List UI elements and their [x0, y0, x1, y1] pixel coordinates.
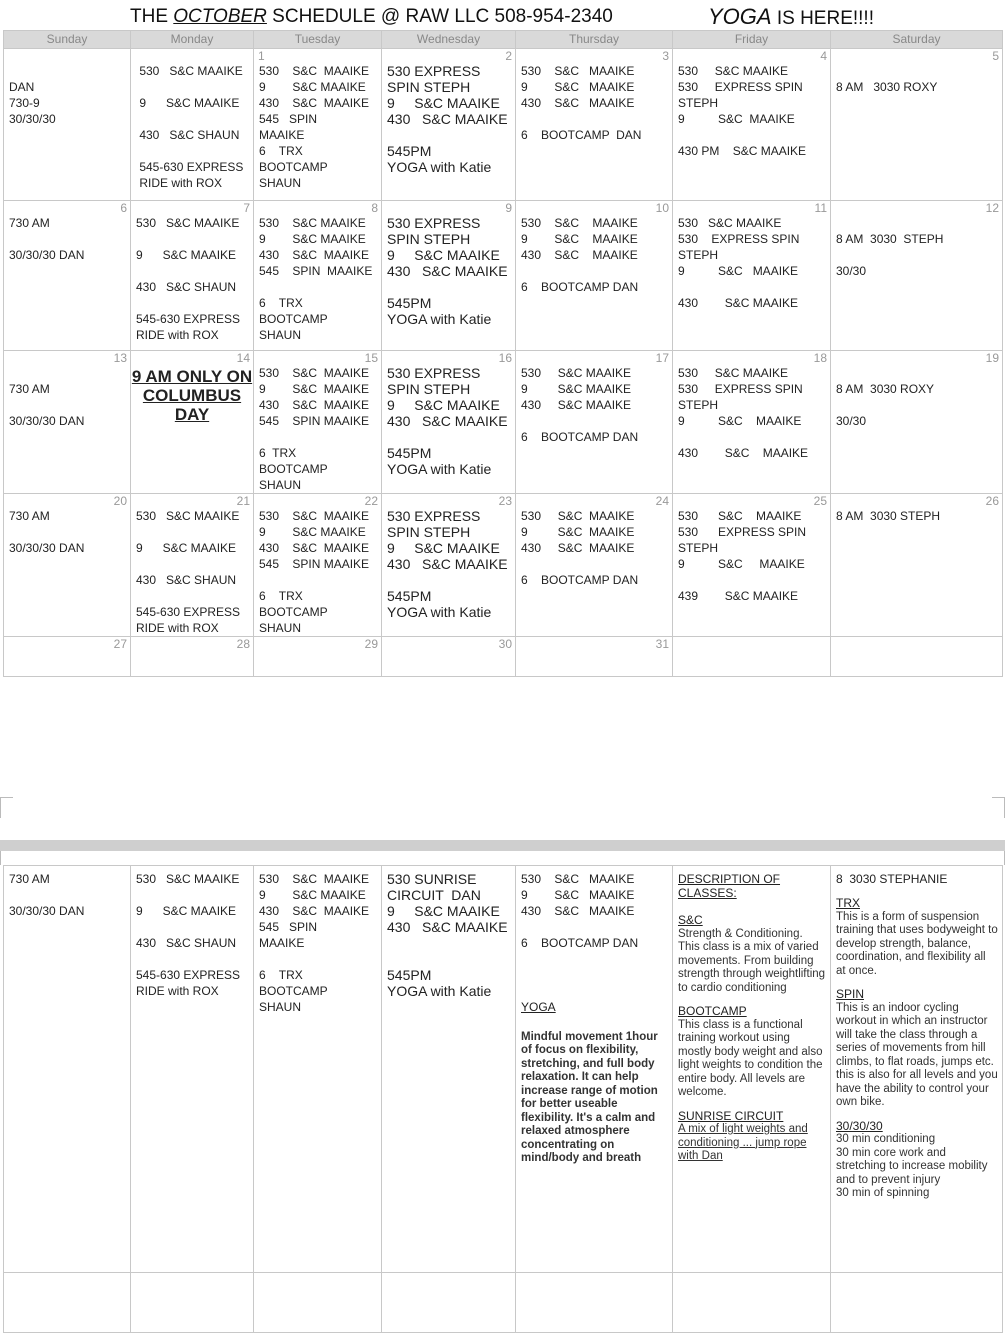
day-schedule: 530 EXPRESS SPIN STEPH 9 S&C MAAIKE 430 S&C MAAIKE 545PM YOGA with Katie: [387, 508, 508, 620]
day-schedule: 530 S&C MAAIKE 9 S&C MAAIKE 430 S&C MAAIKE 6 BOOTCAMP DAN: [521, 366, 639, 444]
day-cell: [831, 201, 1003, 351]
sunrise-text: A mix of light weights and conditioning ... jump rope with Dan: [678, 1123, 808, 1162]
day-cell: [4, 351, 131, 494]
day-cell: [516, 866, 673, 1273]
day-number: 29: [364, 637, 378, 651]
day-cell: [516, 637, 673, 677]
yoga-text: Mindful movement 1hour of focus on flexibility, stretching, and full body relaxation. It can help increase range of motion for better useable flexibility. It's a calm and relaxed atmosphere concentrating on mind/body and breath: [521, 1030, 658, 1164]
day-schedule: 530 S&C MAAIKE 530 EXPRESS SPIN STEPH 9 S&C MAAIKE 439 S&C MAAIKE: [678, 509, 807, 603]
day-cell: [516, 201, 673, 351]
day-cell: [831, 1273, 1003, 1333]
day-schedule: 530 S&C MAAIKE 9 S&C MAAIKE 430 S&C MAAIKE 6 BOOTCAMP DAN: [521, 872, 639, 950]
week-row-2: [4, 201, 1003, 351]
page-corner-mark: [992, 851, 1005, 865]
day-schedule: 530 EXPRESS SPIN STEPH 9 S&C MAAIKE 430 S&C MAAIKE 545PM YOGA with Katie: [387, 215, 508, 327]
yoga-suffix: IS HERE!!!!: [771, 8, 874, 29]
day-number: 1: [258, 49, 265, 63]
day-schedule: 530 EXPRESS SPIN STEPH 9 S&C MAAIKE 430 S&C MAAIKE 545PM YOGA with Katie: [387, 63, 508, 175]
day-cell: [516, 49, 673, 201]
day-cell: [673, 637, 831, 677]
day-schedule: 530 S&C MAAIKE 9 S&C MAAIKE 430 S&C SHAUN 545-630 EXPRESS RIDE with ROX: [136, 216, 241, 342]
day-schedule: DAN 730-9 30/30/30: [9, 80, 56, 126]
day-number: 26: [985, 494, 999, 508]
day-cell: [254, 866, 382, 1273]
day-number: 6: [120, 201, 127, 215]
yoga-word: YOGA: [708, 4, 772, 29]
day-schedule: 8 AM 3030 STEPH 30/30: [836, 232, 944, 278]
day-cell: [516, 351, 673, 494]
day-cell: [673, 1273, 831, 1333]
week-row-3: [4, 351, 1003, 494]
description-heading: DESCRIPTION OF CLASSES:: [678, 872, 781, 900]
day-number: 4: [820, 49, 827, 63]
day-cell: [254, 201, 382, 351]
day-number: 15: [364, 351, 378, 365]
day-schedule: 530 S&C MAAIKE 9 S&C MAAIKE 430 S&C MAAIKE 6 BOOTCAMP DAN: [521, 509, 639, 587]
day-schedule: 530 SUNRISE CIRCUIT DAN 9 S&C MAAIKE 430 S&C MAAIKE 545PM YOGA with Katie: [387, 871, 508, 999]
day-number: 30: [498, 637, 512, 651]
day-schedule: 530 S&C MAAIKE 9 S&C MAAIKE 430 S&C MAAIKE 6 BOOTCAMP DAN: [521, 64, 642, 142]
day-cell: [131, 866, 254, 1273]
day-schedule: 530 S&C MAAIKE 9 S&C MAAIKE 430 S&C MAAIKE 6 BOOTCAMP DAN: [521, 216, 639, 294]
trx-heading: TRX: [836, 896, 860, 910]
day-schedule: 530 S&C MAAIKE 9 S&C MAAIKE 430 S&C MAAIKE 545 SPIN MAAIKE 6 TRX BOOTCAMP SHAUN: [259, 366, 370, 492]
weekday-sunday: Sunday: [4, 31, 131, 49]
sc-heading: S&C: [678, 913, 703, 927]
day-number: 28: [236, 637, 250, 651]
day-number: 24: [655, 494, 669, 508]
day-schedule: 8 AM 3030 ROXY: [836, 80, 938, 94]
day-number: 19: [985, 351, 999, 365]
day-number: 12: [985, 201, 999, 215]
yoga-description: [516, 999, 672, 1166]
day-schedule: 530 S&C MAAIKE 9 S&C MAAIKE 430 S&C SHAUN 545-630 EXPRESS RIDE with ROX: [136, 509, 241, 635]
weekday-wednesday: Wednesday: [382, 31, 516, 49]
spin-heading: SPIN: [836, 987, 865, 1001]
day-cell: [831, 637, 1003, 677]
day-cell: [831, 351, 1003, 494]
day-cell: [831, 494, 1003, 637]
weekday-thursday: Thursday: [516, 31, 673, 49]
page-corner-mark: [0, 797, 13, 818]
day-cell: [131, 637, 254, 677]
day-number: 17: [655, 351, 669, 365]
day-schedule: 8 AM 3030 ROXY 30/30: [836, 382, 935, 428]
day-schedule: 730 AM 30/30/30 DAN: [9, 382, 85, 428]
sunrise-heading: SUNRISE CIRCUIT: [678, 1108, 784, 1123]
calendar-page-2: [3, 865, 1003, 1333]
day-schedule: 530 S&C MAAIKE 530 EXPRESS SPIN STEPH 9 S&C MAAIKE 430 S&C MAAIKE: [678, 216, 800, 310]
day-number: 21: [236, 494, 250, 508]
day-cell: [131, 494, 254, 637]
day-number: 13: [113, 351, 127, 365]
day-cell: [382, 866, 516, 1273]
day-schedule: 530 S&C MAAIKE 530 EXPRESS SPIN STEPH 9 S&C MAAIKE 430 PM S&C MAAIKE: [678, 64, 807, 158]
weekday-header-row: [4, 31, 1003, 49]
day-number: 18: [813, 351, 827, 365]
day-schedule: 530 S&C MAAIKE 9 S&C MAAIKE 430 S&C SHAUN 545-630 EXPRESS RIDE with ROX: [139, 64, 244, 190]
day-cell: [254, 494, 382, 637]
weekday-monday: Monday: [131, 31, 254, 49]
day-schedule: 530 S&C MAAIKE 9 S&C MAAIKE 430 S&C MAAIKE 545 SPIN MAAIKE 6 TRX BOOTCAMP SHAUN: [259, 872, 370, 1014]
day-schedule: 8 3030 STEPHANIE: [836, 872, 948, 886]
trx-text: This is a form of suspension training that uses bodyweight to develop strength, balance, coordination, and flexibility all at once.: [836, 910, 998, 977]
day-number: 31: [655, 637, 669, 651]
weekday-tuesday: Tuesday: [254, 31, 382, 49]
week-row-4: [4, 494, 1003, 637]
class-descriptions: [673, 866, 830, 1164]
day-cell: [382, 637, 516, 677]
day-cell: [673, 494, 831, 637]
day-schedule: 730 AM 30/30/30 DAN: [9, 509, 85, 555]
weekday-friday: Friday: [673, 31, 831, 49]
day-cell: [131, 201, 254, 351]
day-number: 22: [364, 494, 378, 508]
day-cell: [131, 1273, 254, 1333]
day-cell: [382, 201, 516, 351]
day-number: 23: [498, 494, 512, 508]
day-schedule: 730 AM 30/30/30 DAN: [9, 216, 85, 262]
day-cell: [382, 494, 516, 637]
day-number: 3: [662, 49, 669, 63]
day-cell: [4, 637, 131, 677]
title-suffix: SCHEDULE @ RAW LLC 508-954-2340: [266, 6, 613, 27]
thirty-heading: 30/30/30: [836, 1118, 883, 1133]
yoga-announcement: [708, 4, 874, 30]
calendar-page-1: [3, 30, 1003, 677]
title-prefix: THE: [130, 6, 174, 27]
bootcamp-text: This class is a functional training workout using mostly body weight and also light weights to condition the entire body. All levels are welcome.: [678, 1018, 823, 1098]
day-schedule: 730 AM 30/30/30 DAN: [9, 872, 85, 918]
columbus-day-note: 9 AM ONLY ON COLUMBUS DAY: [131, 367, 253, 424]
day-cell: [382, 49, 516, 201]
day-number: 20: [113, 494, 127, 508]
schedule-heading: [130, 6, 613, 28]
day-schedule: 530 S&C MAAIKE 9 S&C MAAIKE 430 S&C SHAUN 545-630 EXPRESS RIDE with ROX: [136, 872, 241, 998]
yoga-heading: YOGA: [521, 1000, 556, 1014]
week-row-continued: [4, 866, 1003, 1273]
day-cell: [254, 49, 382, 201]
day-number: 11: [814, 201, 827, 215]
day-cell: [673, 866, 831, 1273]
page-corner-mark: [0, 851, 13, 865]
day-number: 25: [813, 494, 827, 508]
day-cell: [516, 494, 673, 637]
day-number: 9: [505, 201, 512, 215]
week-row-5: [4, 637, 1003, 677]
day-cell: [382, 351, 516, 494]
day-cell: [4, 1273, 131, 1333]
spin-text: This is an indoor cycling workout in which an instructor will take the class through a series of movements from hill climbs, to flat roads, jumps etc. this is also for all levels and you have the ability to control your own bike.: [836, 1001, 998, 1108]
day-cell: [4, 494, 131, 637]
day-schedule: 8 AM 3030 STEPH: [836, 509, 941, 523]
empty-week-row: [4, 1273, 1003, 1333]
day-cell: [4, 201, 131, 351]
day-number: 27: [113, 637, 127, 651]
day-cell: [831, 49, 1003, 201]
day-schedule: 530 EXPRESS SPIN STEPH 9 S&C MAAIKE 430 S&C MAAIKE 545PM YOGA with Katie: [387, 365, 508, 477]
thirty-text: 30 min conditioning 30 min core work and stretching to increase mobility and to prevent injury 30 min of spinning: [836, 1133, 988, 1199]
day-number: 5: [992, 49, 999, 63]
page-separator: [0, 840, 1005, 851]
week-row-1: [4, 49, 1003, 201]
day-number: 14: [236, 351, 250, 365]
sc-text: Strength & Conditioning. This class is a mix of varied movements. From building strength through weightlifting to cardio conditioning: [678, 927, 826, 994]
day-schedule: 530 S&C MAAIKE 530 EXPRESS SPIN STEPH 9 S&C MAAIKE 430 S&C MAAIKE: [678, 366, 809, 460]
day-cell: [673, 201, 831, 351]
day-schedule: 530 S&C MAAIKE 9 S&C MAAIKE 430 S&C MAAIKE 545 SPIN MAAIKE 6 TRX BOOTCAMP SHAUN: [259, 216, 373, 342]
day-cell: [4, 49, 131, 201]
day-number: 7: [243, 201, 250, 215]
day-cell: [254, 351, 382, 494]
day-cell: [254, 637, 382, 677]
day-cell: [254, 1273, 382, 1333]
day-cell: [831, 866, 1003, 1273]
day-number: 10: [655, 201, 669, 215]
class-descriptions-2: [831, 887, 1002, 1201]
day-number: 2: [505, 49, 512, 63]
schedule-title: [0, 4, 1005, 30]
day-number: 16: [498, 351, 512, 365]
page-corner-mark: [992, 797, 1005, 818]
weekday-saturday: Saturday: [831, 31, 1003, 49]
day-schedule: 530 S&C MAAIKE 9 S&C MAAIKE 430 S&C MAAIKE 545 SPIN MAAIKE 6 TRX BOOTCAMP SHAUN: [259, 509, 370, 635]
day-cell: [382, 1273, 516, 1333]
day-cell: [516, 1273, 673, 1333]
title-month: OCTOBER: [173, 6, 267, 27]
day-number: 8: [371, 201, 378, 215]
day-schedule: 530 S&C MAAIKE 9 S&C MAAIKE 430 S&C MAAIKE 545 SPIN MAAIKE 6 TRX BOOTCAMP SHAUN: [259, 64, 370, 190]
day-cell: [673, 351, 831, 494]
bootcamp-heading: BOOTCAMP: [678, 1004, 747, 1018]
day-cell: [131, 351, 254, 494]
day-cell: [4, 866, 131, 1273]
day-cell: [131, 49, 254, 201]
day-cell: [673, 49, 831, 201]
